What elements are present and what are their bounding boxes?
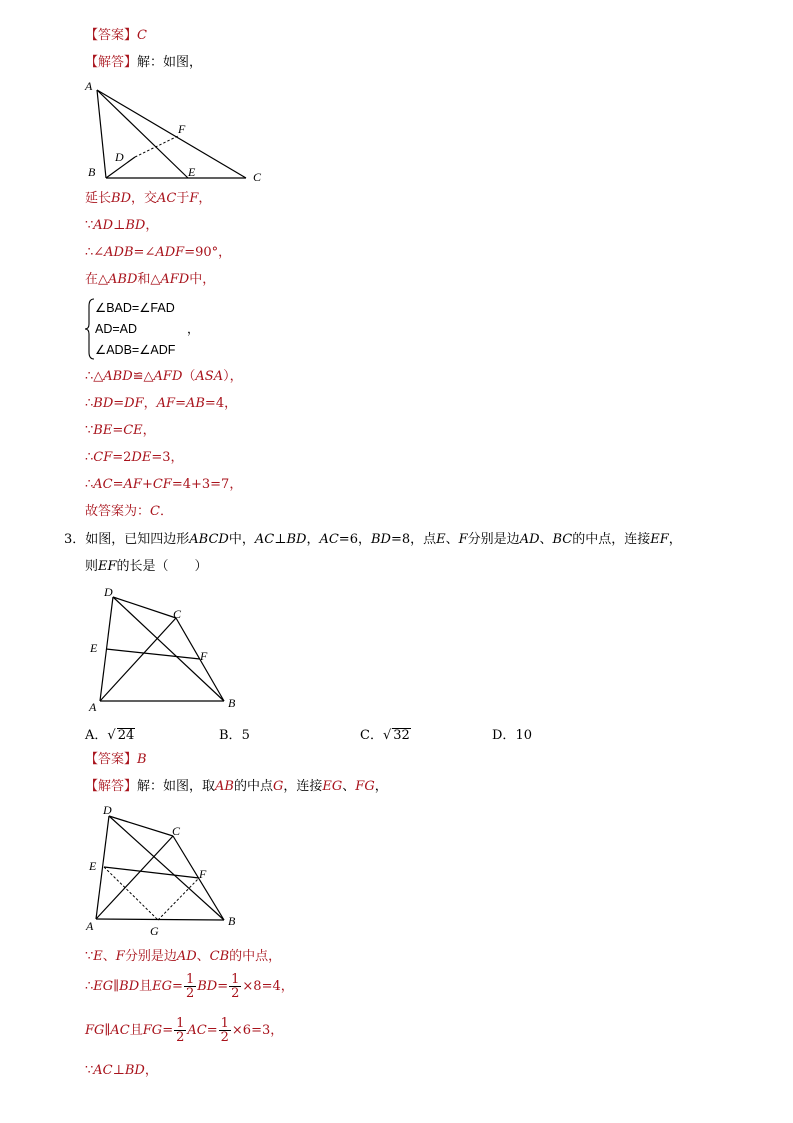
text: ∵: [85, 1063, 94, 1078]
step1-line7: [85, 422, 156, 440]
step1-line5: [85, 368, 243, 386]
text: 分别是边: [124, 949, 177, 964]
text: AB: [215, 779, 234, 794]
option-value: 32: [393, 728, 410, 743]
text: ADF: [155, 245, 185, 260]
answer-line-1: [85, 27, 147, 45]
text: BC: [552, 532, 573, 547]
text: ∥: [113, 979, 120, 994]
text: ∴: [85, 979, 94, 994]
text: AFD: [153, 369, 183, 384]
denominator: 2: [185, 986, 195, 1001]
numerator: 1: [176, 1016, 185, 1031]
text: ABCD: [189, 532, 229, 547]
text: ，: [143, 396, 157, 411]
text: 如图，已知四边形: [85, 532, 190, 547]
text: AC: [157, 191, 177, 206]
answer-tag: 【答案】: [85, 28, 138, 43]
text: 中，: [228, 532, 255, 547]
text: CF: [93, 450, 113, 465]
text: 和△: [137, 272, 161, 287]
text: BD: [370, 532, 391, 547]
step1-line10: [85, 503, 173, 521]
step1-line3: [85, 244, 231, 262]
option-value: 5: [241, 728, 250, 743]
solution-intro-1: [85, 54, 202, 72]
text: BD: [125, 218, 146, 233]
text: ，: [306, 532, 320, 547]
text: ABD: [103, 369, 133, 384]
text: ∥: [104, 1023, 111, 1038]
figure-3-quadrilateral-midpoints: [85, 800, 255, 940]
text: FG: [142, 1023, 163, 1038]
text: ，: [142, 423, 156, 438]
fig2-label-d: D: [104, 585, 113, 599]
text: =4+3=7，: [171, 477, 243, 492]
option-value: 10: [515, 728, 532, 743]
text: ，: [198, 191, 212, 206]
fig3-label-g: G: [150, 924, 159, 938]
step3-line1: [85, 948, 281, 966]
text: AC: [187, 1023, 207, 1038]
text: ⊥: [113, 218, 126, 233]
question-3-line1: [64, 531, 682, 549]
text: EG: [152, 979, 173, 994]
text: CE: [123, 423, 143, 438]
text: AC: [254, 532, 275, 547]
numerator: 1: [185, 972, 195, 987]
text: 分别是边: [467, 532, 520, 547]
answer-value: C: [137, 28, 147, 43]
text: =2: [112, 450, 132, 465]
fig3-label-f: F: [199, 867, 207, 881]
fraction: [229, 973, 241, 1000]
fig2-label-b: B: [228, 696, 236, 710]
text: =: [113, 396, 125, 411]
text: FG: [85, 1023, 105, 1038]
text: 、: [342, 779, 356, 794]
text: 延长: [85, 191, 112, 206]
fig2-label-e: E: [90, 641, 98, 655]
fig2-label-c: C: [173, 607, 182, 621]
system-eq-2: [95, 319, 200, 340]
text: 且: [129, 1023, 143, 1038]
system-brace: [85, 298, 95, 360]
text: ×8=4，: [242, 979, 294, 994]
solution-tag: 【解答】: [85, 779, 138, 794]
text: AC: [93, 1063, 113, 1078]
text: 故答案为：: [85, 504, 151, 519]
fig2-label-f: F: [200, 649, 208, 663]
text: ．: [159, 504, 173, 519]
text: F: [189, 191, 199, 206]
text: =: [112, 423, 124, 438]
option-letter: B．: [219, 728, 242, 743]
sqrt-icon: √: [107, 728, 116, 743]
step1-line6: [85, 395, 237, 413]
fig3-label-e: E: [89, 859, 97, 873]
text: 中，: [189, 272, 216, 287]
text: ∴: [85, 477, 94, 492]
text: 、: [102, 949, 116, 964]
system-eq-3: ∠ADB=∠ADF: [95, 343, 176, 357]
text: 且: [139, 979, 153, 994]
text: 的中点: [233, 779, 273, 794]
text: BD: [286, 532, 307, 547]
text: AC: [319, 532, 339, 547]
sqrt-icon: √: [382, 728, 392, 743]
text: （: [182, 369, 196, 384]
text: ，: [374, 779, 388, 794]
text: BD: [119, 979, 140, 994]
text: ADB: [104, 245, 134, 260]
text: 的长是（ ）: [116, 559, 208, 574]
text: AC: [93, 477, 113, 492]
text: 则: [85, 559, 99, 574]
answer-line-3: [85, 751, 147, 769]
fig1-label-d: D: [115, 150, 124, 164]
text: ABD: [108, 272, 138, 287]
text: ，连接: [283, 779, 323, 794]
option-letter: D．: [492, 728, 516, 743]
fig3-label-d: D: [103, 803, 112, 817]
fraction: [184, 973, 196, 1000]
denominator: 2: [176, 1030, 185, 1045]
text: AFD: [160, 272, 190, 287]
text: AD: [93, 218, 114, 233]
text: 、: [196, 949, 210, 964]
text: =90°，: [184, 245, 232, 260]
text: =3，: [151, 450, 184, 465]
question-number: 3．: [64, 532, 86, 547]
option-value: 24: [117, 728, 135, 743]
text: F: [115, 949, 125, 964]
fig1-label-c: C: [253, 170, 262, 184]
text: EF: [98, 559, 117, 574]
text: BD: [93, 396, 114, 411]
text: =6，: [338, 532, 371, 547]
denominator: 2: [231, 986, 240, 1001]
step3-line2: [85, 972, 294, 1002]
text: EG: [322, 779, 343, 794]
text: DE: [131, 450, 152, 465]
text: =: [162, 1023, 174, 1038]
text: EG: [93, 979, 114, 994]
text: ∵: [85, 423, 94, 438]
text: =: [217, 979, 229, 994]
text: BD: [197, 979, 218, 994]
solution-intro-3: [85, 778, 388, 796]
text: =∠: [133, 245, 156, 260]
system-eq-1: ∠BAD=∠FAD: [95, 301, 175, 315]
text: ，: [145, 218, 159, 233]
text: ∴: [85, 396, 94, 411]
step3-line3: [85, 1016, 283, 1046]
text: ，: [668, 532, 682, 547]
text: ⊥: [112, 1063, 125, 1078]
text: ∴∠: [85, 245, 105, 260]
fig3-label-c: C: [172, 824, 181, 838]
text: =8，点: [390, 532, 437, 547]
text: 解：如图，取: [137, 779, 216, 794]
text: CB: [209, 949, 230, 964]
text: +: [141, 477, 153, 492]
text: DF: [124, 396, 144, 411]
text: E: [93, 949, 103, 964]
option-b[interactable]: [219, 724, 250, 743]
text: C: [150, 504, 160, 519]
text: =: [112, 477, 124, 492]
step1-line2: [85, 217, 158, 235]
text: 的中点，连接: [572, 532, 651, 547]
answer-tag: 【答案】: [85, 752, 138, 767]
solution-tag: 【解答】: [85, 55, 138, 70]
step3-line4: [85, 1062, 158, 1080]
text: ASA: [195, 369, 224, 384]
option-d[interactable]: [492, 724, 532, 743]
fraction: [219, 1017, 231, 1044]
text: AF: [123, 477, 142, 492]
answer-value: B: [137, 752, 147, 767]
numerator: 1: [231, 972, 240, 987]
step1-line4: [85, 271, 215, 289]
text: ，交: [131, 191, 158, 206]
text: =: [175, 396, 186, 411]
denominator: 2: [220, 1030, 229, 1045]
solution-intro-text: 解：如图，: [137, 55, 203, 70]
text: AB: [185, 396, 205, 411]
fraction: [174, 1017, 186, 1044]
text: 的中点，: [229, 949, 282, 964]
fig3-label-b: B: [228, 914, 236, 928]
text: EF: [650, 532, 669, 547]
text: ∴△: [85, 369, 104, 384]
text: ∵: [85, 218, 94, 233]
text: E: [436, 532, 446, 547]
text: F: [458, 532, 468, 547]
text: ），: [223, 369, 243, 384]
text: ∵: [85, 949, 94, 964]
fig3-label-a: A: [86, 919, 94, 933]
text: AD: [519, 532, 540, 547]
text: ⊥: [274, 532, 287, 547]
option-letter: A．: [85, 728, 108, 743]
option-letter: C．: [360, 728, 383, 743]
fig1-label-b: B: [88, 165, 96, 179]
option-c[interactable]: [360, 724, 411, 743]
text: AF: [156, 396, 176, 411]
text: BD: [124, 1063, 145, 1078]
option-a[interactable]: [85, 724, 135, 743]
text: ，: [144, 1063, 158, 1078]
text: ∴: [85, 450, 94, 465]
text: G: [273, 779, 284, 794]
numerator: 1: [220, 1016, 229, 1031]
step1-line8: [85, 449, 184, 467]
figure-2-quadrilateral: [85, 583, 255, 718]
text: 、: [539, 532, 553, 547]
text: AD: [176, 949, 197, 964]
text: AC: [110, 1023, 130, 1038]
fig1-label-e: E: [188, 165, 196, 179]
figure-1-triangle: [80, 78, 280, 188]
fig1-label-a: A: [85, 79, 93, 93]
text: ×6=3，: [231, 1023, 284, 1038]
text: =: [206, 1023, 218, 1038]
text: AD=AD: [95, 322, 138, 336]
text: =4，: [204, 396, 238, 411]
text: 、: [445, 532, 459, 547]
text: BD: [111, 191, 131, 206]
text: ，: [187, 322, 200, 336]
step1-line1: [85, 190, 211, 208]
text: FG: [355, 779, 375, 794]
fig1-label-f: F: [178, 122, 186, 136]
step1-line9: [85, 476, 242, 494]
text: 在△: [85, 272, 108, 287]
text: BE: [93, 423, 113, 438]
text: =: [172, 979, 183, 994]
text: 于: [176, 191, 190, 206]
text: CF: [152, 477, 172, 492]
question-3-line2: [85, 558, 208, 576]
text: ≌△: [132, 369, 154, 384]
fig2-label-a: A: [89, 700, 97, 714]
